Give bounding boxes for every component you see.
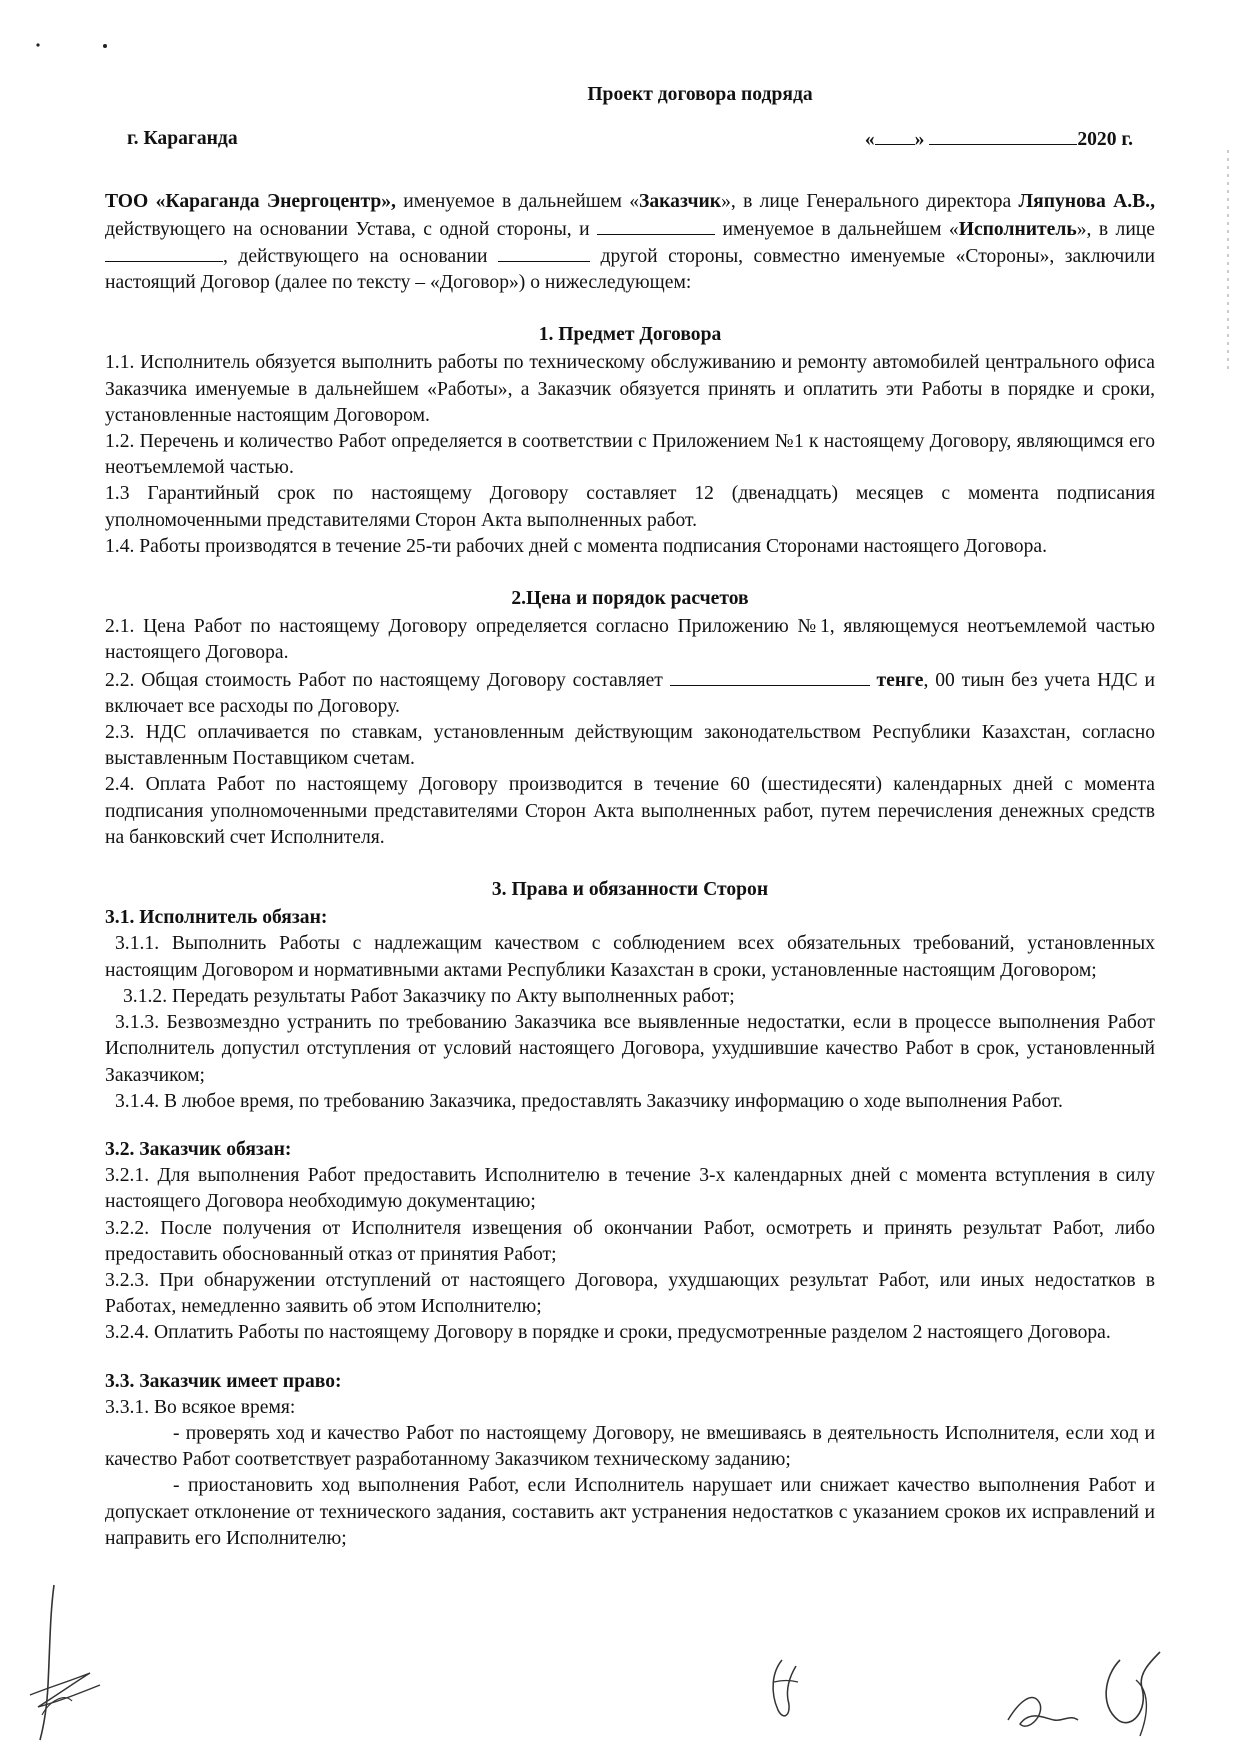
price-blank xyxy=(670,667,870,686)
section-3-heading: 3. Права и обязанности Сторон xyxy=(491,879,769,901)
clause-3-1-1: 3.1.1. Выполнить Работы с надлежащим качеством с соблюдением всех обязательных требований, установленных настоящим Договором и нормативными актами Республики Казахстан в сроки, установленные настоящим Договором; xyxy=(105,933,1155,981)
date-line xyxy=(865,126,1133,153)
clause-2-3: 2.3. НДС оплачивается по ставкам, установленным действующим законодательством Республики Казахстан, согласно выставленным Поставщиком счетам. xyxy=(105,722,1155,770)
clause-3-2-4: 3.2.4. Оплатить Работы по настоящему Договору в порядке и сроки, предусмотренные разделом 2 настоящего Договора. xyxy=(105,1322,1111,1344)
clause-3-2-2: 3.2.2. После получения от Исполнителя извещения об окончании Работ, осмотреть и принять результат Работ, либо предоставить обоснованный отказ от принятия Работ; xyxy=(105,1217,1155,1265)
preamble-text: другой стороны, совместно именуемые «Стороны», заключили настоящий Договор (далее по тексту – «Договор») о нижеследующем: xyxy=(105,245,1155,294)
preamble-text: именуемое в дальнейшем « xyxy=(395,191,640,213)
clause-2-4: 2.4. Оплата Работ по настоящему Договору производится в течение 60 (шестидесяти) календарных дней с момента подписания уполномоченными представителями Сторон Акта выполненных работ, путем перечисления денежных средств на банковский счет Исполнителя. xyxy=(105,774,1155,848)
contractor-rep-blank xyxy=(105,243,223,262)
handwritten-signature-left xyxy=(20,1575,150,1745)
subsection-3-1: 3.1. Исполнитель обязан: xyxy=(105,907,328,929)
clause-3-1-2: 3.1.2. Передать результаты Работ Заказчику по Акту выполненных работ; xyxy=(123,985,735,1007)
clause-3-1-3: 3.1.3. Безвозмездно устранить по требованию Заказчика все выявленные недостатки, если в процессе выполнения Работ Исполнитель допустил отступления от условий настоящего Договора, ухудшившие качество Работ в срок, установленный Заказчиком; xyxy=(105,1012,1155,1086)
preamble-text: , действующего на основании xyxy=(223,245,498,267)
preamble-text: », в лице xyxy=(1076,218,1155,240)
customer-label: Заказчик xyxy=(639,191,722,213)
clause-3-3-1-dash-2: - приостановить ход выполнения Работ, если Исполнитель нарушает или снижает качество выполнения Работ и допускает отклонение от технического задания, составить акт устранения недостатков с указанием сроков их исправлений и направить его Исполнителю; xyxy=(105,1475,1155,1549)
section-1-heading: 1. Предмет Договора xyxy=(538,324,722,346)
document-title: Проект договора подряда xyxy=(587,84,813,105)
clause-text: 2.2. Общая стоимость Работ по настоящему Договору составляет xyxy=(105,669,670,691)
preamble-text: действующего на основании Устава, с одной стороны, и xyxy=(105,218,598,240)
clause-3-3-1-dash-1: - проверять ход и качество Работ по настоящему Договору, не вмешиваясь в деятельность Исполнителя, если ход и качество Работ соответствует разработанному Заказчиком техническому заданию; xyxy=(105,1422,1155,1471)
section-2-heading: 2.Цена и порядок расчетов xyxy=(511,588,749,610)
handwritten-initial-mark xyxy=(760,1652,810,1732)
clause-1-1: 1.1. Исполнитель обязуется выполнить работы по техническому обслуживанию и ремонту автомобилей центрального офиса Заказчика именуемые в дальнейшем «Работы», а Заказчик обязуется принять и оплатить эти Работы в порядке и сроки, установленные настоящим Договором. xyxy=(105,352,1155,426)
contractor-basis-blank xyxy=(498,243,590,262)
handwritten-signature-right xyxy=(1000,1640,1190,1750)
clause-text: , 00 тиын без учета НДС и включает все расходы по Договору. xyxy=(105,669,1155,717)
date-quote-open: « xyxy=(864,129,875,151)
clause-3-1-4: 3.1.4. В любое время, по требованию Заказчика, предоставлять Заказчику информацию о ходе выполнения Работ. xyxy=(115,1090,1063,1112)
contractor-name-blank xyxy=(597,216,715,235)
date-year: 2020 г. xyxy=(1077,129,1133,151)
customer-org: ТОО «Караганда Энергоцентр», xyxy=(105,191,396,213)
preamble-text: именуемое в дальнейшем « xyxy=(715,218,959,240)
preamble-text: », в лице Генерального директора xyxy=(721,191,1019,213)
clause-1-4: 1.4. Работы производятся в течение 25-ти рабочих дней с момента подписания Сторонами настоящего Договора. xyxy=(105,535,1047,557)
clause-1-2: 1.2. Перечень и количество Работ определяется в соответствии с Приложением №1 к настоящему Договору, являющимся его неотъемлемой частью. xyxy=(105,431,1155,479)
contractor-label: Исполнитель xyxy=(958,218,1077,240)
contract-body xyxy=(105,82,1155,1552)
scan-speck xyxy=(103,44,107,48)
city: г. Караганда xyxy=(127,128,238,150)
date-day-blank xyxy=(875,126,915,145)
clause-3-3-1: 3.3.1. Во всякое время: xyxy=(105,1396,296,1418)
clause-3-2-3: 3.2.3. При обнаружении отступлений от настоящего Договора, ухудшающих результат Работ, или иных недостатков в Работах, немедленно заявить об этом Исполнителю; xyxy=(105,1269,1155,1318)
preamble xyxy=(105,189,1155,296)
clause-3-2-1: 3.2.1. Для выполнения Работ предоставить Исполнителю в течение 3-х календарных дней с момента вступления в силу настоящего Договора необходимую документацию; xyxy=(105,1165,1155,1213)
clause-2-2 xyxy=(105,667,1155,720)
clause-2-1: 2.1. Цена Работ по настоящему Договору определяется согласно Приложению №1, являющемуся неотъемлемой частью настоящего Договора. xyxy=(105,616,1155,664)
date-month-blank xyxy=(929,126,1077,145)
subsection-3-2: 3.2. Заказчик обязан: xyxy=(105,1138,292,1160)
subsection-3-3: 3.3. Заказчик имеет право: xyxy=(105,1370,342,1392)
director-name: Ляпунова А.В., xyxy=(1018,191,1155,213)
date-quote-close: » xyxy=(914,129,925,151)
currency-label: тенге xyxy=(869,669,924,691)
city-date-line xyxy=(105,126,1155,153)
clause-1-3: 1.3 Гарантийный срок по настоящему Договору составляет 12 (двенадцать) месяцев с момента подписания уполномоченными представителями Сторон Акта выполненных работ. xyxy=(105,483,1155,531)
scan-speck xyxy=(36,43,39,46)
